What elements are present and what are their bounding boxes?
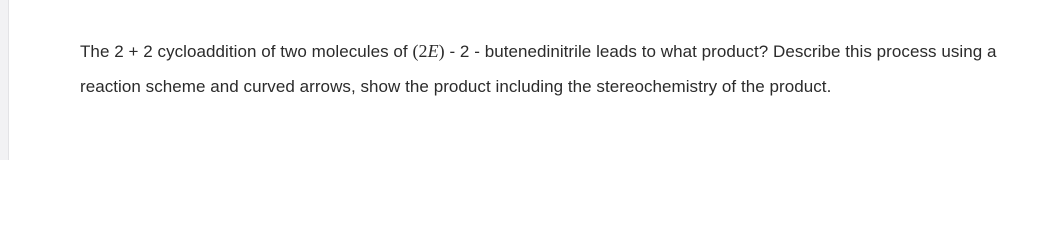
question-text-part-1: The 2 + 2 cycloaddition of two molecules of bbox=[80, 42, 413, 61]
stereo-descriptor-close: ) bbox=[438, 41, 445, 61]
stereo-descriptor-open: (2 bbox=[412, 41, 428, 61]
question-text bbox=[80, 34, 1040, 104]
stereo-descriptor-letter: E bbox=[427, 41, 439, 61]
stereo-descriptor bbox=[412, 41, 444, 61]
left-margin-strip bbox=[0, 0, 9, 160]
question-text-part-2: - 2 - butenedinitrile leads to what product? Describe this process using a reaction scheme and curved arrows, show the product including the stereochemistry of the product. bbox=[80, 42, 997, 96]
